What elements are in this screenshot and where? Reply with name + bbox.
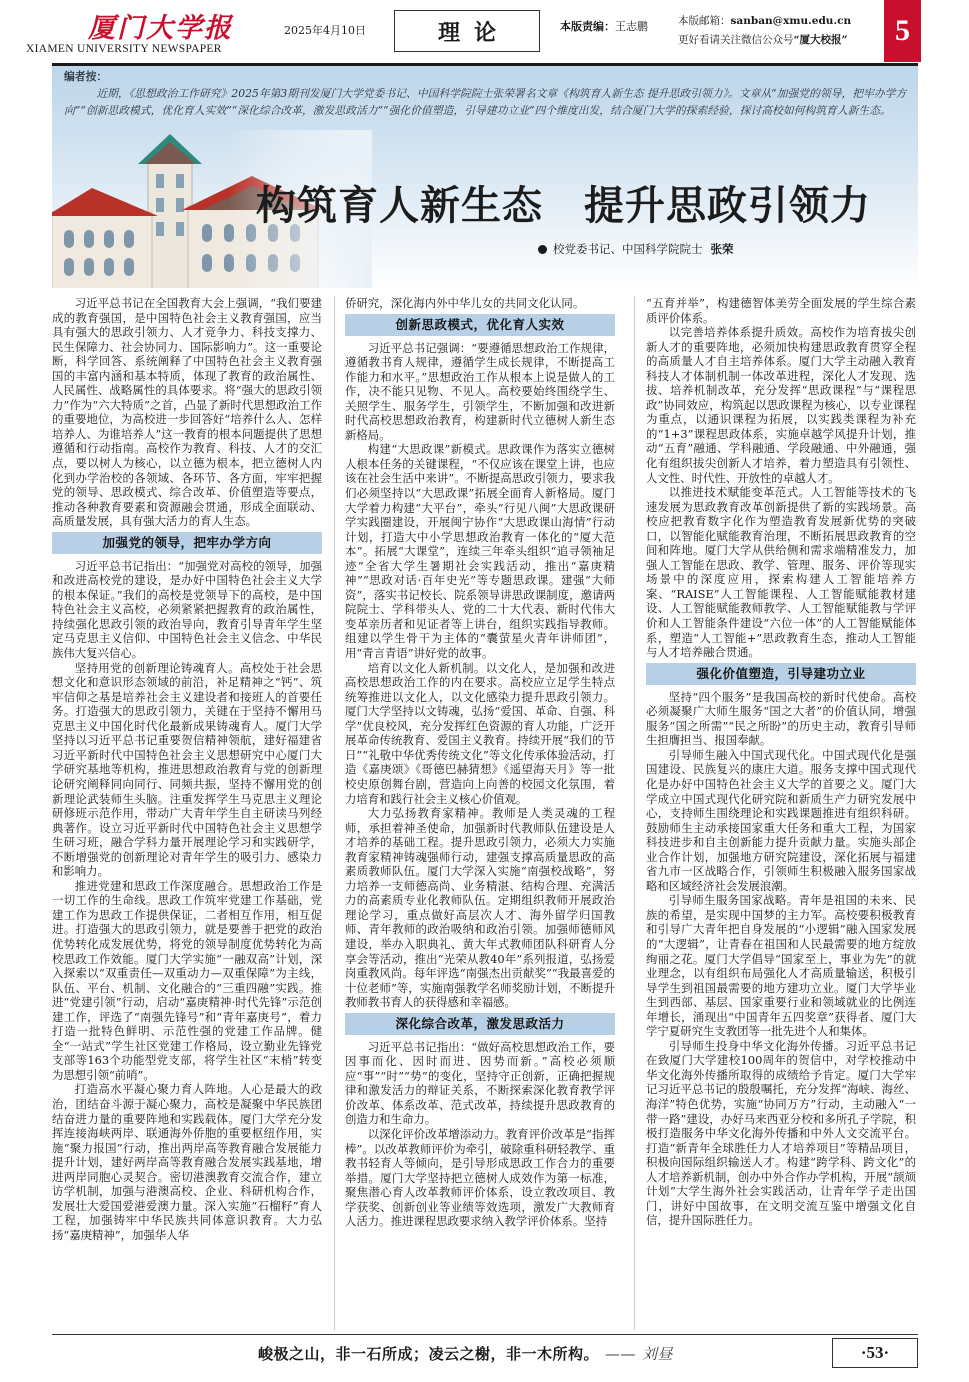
paragraph: 培育以文化人新机制。以文化人，是加强和改进高校思想政治工作的内在要求。高校应立足学生特点统筹推进以文化人，以文化感染力提升思政引领力。厦门大学坚持以文铸魂，弘扬“爱国、革命、自强、科学”优良校风，充分发挥红色资源的育人功能，广泛开展革命传统教育、爱国主义教育。持续开展“我们的节日”“礼敬中华优秀传统文化”等文化传承体验活动，打造《嘉庚颂》《哥德巴赫猜想》《遥望海天月》等一批校史原创舞台剧，营造向上向善的校园文化氛围，着力培育和践行社会主义核心价值观。 [345,660,615,806]
quote-text: 峻极之山，非一石所成；凌云之榭，非一木所构。 [258,1345,600,1363]
contact-info [678,12,851,50]
bullet-dot-icon [538,245,547,254]
paragraph: 打造高水平凝心聚力育人阵地。人心是最大的政治，团结奋斗源于凝心聚力，高校是凝聚中华民族团结奋进力量的重要阵地和实践载体。厦门大学充分发挥连接海峡两岸、联通海外侨胞的重要枢纽作用，实施“聚力报国”行动，推出两岸高等教育融合发展能力提升计划，建好两岸高等教育融合发展实践基地，增进两岸同胞心灵契合。密切港澳教育交流合作，建立访学机制，加强与港澳高校、企业、科研机构合作，发展壮大爱国爱港爱澳力量。深入实施“石榴籽”育人工程，加强铸牢中华民族共同体意识教育。大力弘扬“嘉庚精神”，加强华人华 [52,1082,322,1242]
byline-author: 张荣 [710,242,734,256]
email-line [678,12,851,31]
editor-note-label: 编者按： [64,70,108,83]
wechat-name: “厦大校报” [793,34,848,46]
editor-note [64,68,910,120]
paragraph: 习近平总书记指出：“做好高校思想政治工作，要因事而化、因时而进、因势而新。”高校必须顺应“事”“时”“势”的变化，坚持守正创新，正确把握规律和激发活力的辩证关系，不断探索深化教育教学评价改革、体系改革、范式改革，持续提升思政教育的创造力和生命力。 [345,1039,615,1127]
section-heading: 加强党的领导，把牢办学方向 [52,532,322,554]
email-address: sanban@xmu.edu.cn [730,15,852,27]
masthead [0,0,969,62]
paragraph: 引导师生投身中华文化海外传播。习近平总书记在致厦门大学建校100周年的贺信中，对学校推动中华文化海外传播所取得的成绩给予肯定。厦门大学牢记习近平总书记的殷殷嘱托，充分发挥“海峡、海丝、海洋”特色优势，实施“协同万方”行动，主动融入“一带一路”建设，办好马来西亚分校和多所孔子学院，积极打造服务中华文化海外传播和中外人文交流平台。打造“新青年全球胜任力人才培养项目”等精品项目，积极向国际组织输送人才。构建“跨学科、跨文化”的人才培养新机制，创办中外合作办学机构，开展“颉颃计划”大学生海外社会实践活动，让青年学子走出国门，讲好中国故事，在文明交流互鉴中增强文化自信，提升国际胜任力。 [646,1038,916,1228]
issue-serial-number: ·53· [832,1338,918,1368]
paragraph: 构建“大思政课”新模式。思政课作为落实立德树人根本任务的关键课程，“不仅应该在课堂上讲，也应该在社会生活中来讲”。不断提高思政引领力，要求我们必须坚持以“大思政课”拓展全面育人新格局。厦门大学着力构建“大平台”，牵头“行见八闽”大思政课研学实践圈建设，开展闽宁协作“大思政课山海情”行动计划，打造大中小学思想政治教育一体化的“厦大范本”。拓展“大课堂”，连续三年牵头组织“追寻领袖足迹”全省大学生暑期社会实践活动，推出“嘉庚精神”“思政对话·百年史光”等专题思政课。建强“大师资”，落实书记校长、院系领导讲思政课制度，邀请两院院士、学科带头人、党的二十大代表、新时代伟大变革亲历者和见证者等上讲台，组织实践指导教师。组建以学生骨干为主体的“囊萤星火青年讲师团”，用“青言青语”讲好党的故事。 [345,442,615,661]
wechat-text: 更好看请关注微信公众号 [678,34,794,46]
wechat-line [678,31,851,50]
paragraph: 大力弘扬教育家精神。教师是人类灵魂的工程师，承担着神圣使命，加强新时代教师队伍建设是人才培养的基础工程。提升思政引领力，必须大力实施教育家精神铸魂强师行动，建强支撑高质量思政的高素质教师队伍。厦门大学深入实施“南强校战略”，努力培养一支师德高尚、业务精湛、结构合理、充满活力的高素质专业化教师队伍。定期组织教师开展政治理论学习，重点做好高层次人才、海外留学归国教师、青年教师的政治吸纳和政治引领。加强师德师风建设，举办入职典礼、黄大年式教师团队科研育人分享会等活动，推出“光荣从教40年”系列报道，弘扬爱岗重教风尚。每年评选“南强杰出贡献奖”“我最喜爱的十位老师”等，实施南强教学名师奖励计划，不断提升教师教书育人的获得感和幸福感。 [345,806,615,1010]
footer-divider [52,1334,918,1335]
section-heading: 深化综合改革，激发思政活力 [345,1013,615,1035]
editor-note-body: 近期，《思想政治工作研究》2025年第3期刊发厦门大学党委书记、中国科学院院士张荣署名文章《构筑育人新生态 提升思政引领力》。文章从“加强党的领导，把牢办学方向”“创新思政模式，优化育人实效”“深化综合改革，激发思政活力”“强化价值塑造，引导建功立业”四个维度出发，结合厦门大学的探索经验，探讨高校如何构筑育人新生态。 [64,87,907,118]
issue-date: 2025年4月10日 [284,24,366,37]
quote-author: 刘昼 [642,1345,674,1363]
paragraph-continued: “五育并举”，构建德智体美劳全面发展的学生综合素质评价体系。 [646,296,916,325]
article-byline [538,241,734,257]
paragraph: 习近平总书记指出：“加强党对高校的领导，加强和改进高校党的建设，是办好中国特色社会主义大学的根本保证。”我们的高校是党领导下的高校，是中国特色社会主义高校，必须紧紧把握教育的政治属性，持续强化思政引领的政治导向，教育引导青年学生坚定马克思主义信仰、中国特色社会主义信念、中华民族伟大复兴信心。 [52,558,322,661]
paragraph: 以推进技术赋能变革范式。人工智能等技术的飞速发展为思政教育改革创新提供了新的实践场景。高校应把教育数字化作为塑造教育发展新优势的突破口，以智能化赋能教育治理，不断拓展思政教育的空间和阵地。厦门大学从供给侧和需求端精准发力，加强人工智能在思政、教学、管理、服务、评价等现实场景中的深度应用，探索构建人工智能培养方案、“RAISE”人工智能课程、人工智能赋能教材建设、人工智能赋能教师教学、人工智能赋能教与学评价和人工智能条件建设“六位一体”的人工智能赋能体系，塑造“人工智能+”思政教育生态，推动人工智能与人才培养融合贯通。 [646,485,916,660]
paragraph-continued: 侨研究，深化海内外中华儿女的共同文化认同。 [345,296,585,310]
paragraph: 以完善培养体系提升质效。高校作为培育拔尖创新人才的重要阵地，必须加快构建思政教育贯穿全程的高质量人才自主培养体系。厦门大学主动融入教育科技人才体制机制一体改革进程，深化人才发现、选拔、培养机制改革，充分发挥“思政课程”与“课程思政”协同效应，构筑起以思政课程为核心，以专业课程为重点，以通识课程为拓展，以实践类课程为补充的“1+3”课程思政体系，实施卓越学风提升计划，推动“五育”融通、学科融通、学段融通、中外融通，强化有组织拔尖创新人才培养，着力塑造具有引领性、人文性、时代性、开放性的卓越人才。 [646,325,916,485]
column-divider [634,296,635,1330]
editor-label: 本版责编： [560,20,615,33]
article-column-1 [52,296,322,1242]
newspaper-logo: 厦门大学报 [88,13,233,44]
paragraph: 习近平总书记在全国教育大会上强调，“我们要建成的教育强国，是中国特色社会主义教育强国，应当具有强大的思政引领力、人才竞争力、科技支撑力、民生保障力、社会协同力、国际影响力”。这一重要论断，科学回答、系统阐释了中国特色社会主义教育强国的丰富内涵和基本特质，体现了教育的政治属性、人民属性、战略属性的具体要求。将“强大的思政引领力”作为“六大特质”之首，凸显了新时代思想政治工作的重要地位，为高校进一步回答好“培养什么人、怎样培养人、为谁培养人”这一教育的根本问题提供了思想遵循和行动指南。高校作为教育、科技、人才的交汇点，要以树人为核心，以立德为根本，把立德树人内化到办学治校的各领域、各环节、各方面，牢牢把握党的领导、思政模式、综合改革、价值塑造等要点，推动各种教育要素和资源融会贯通，形成全面联动、高质量发展，具有强大活力的育人生态。 [52,296,322,529]
quote-dash: —— [605,1345,637,1363]
column-divider [334,296,335,1330]
footer-quote [258,1343,673,1364]
article-column-3 [646,296,916,1228]
email-label: 本版邮箱： [678,15,731,27]
section-title: 理论 [394,10,540,52]
section-heading: 创新思政模式，优化育人实效 [345,314,615,336]
paragraph: 坚持“四个服务”是我国高校的新时代使命。高校必须凝聚广大师生服务“国之大者”的价值认同，增强服务“国之所需”“民之所盼”的历史主动，教育引导师生担膺担当、报国奉献。 [646,689,916,748]
paragraph: 推进党建和思政工作深度融合。思想政治工作是一切工作的生命线。思政工作筑牢党建工作基础，党建工作为思政工作提供保证，二者相互作用，相互促进。打造强大的思政引领力，就是要善于把党的政治优势转化成发展优势，将党的领导制度优势转化为高校思政工作效能。厦门大学实施“一融双高”计划，深入探索以“双重责任—双重动力—双重保障”为主线，队伍、平台、机制、文化融合的“三重四融”实践。推进“党建引领”行动，启动“嘉庚精神·时代先锋”示范创建工作，评选了“南强先锋号”和“青年嘉庚号”，着力打造一批特色鲜明、示范性强的党建工作品牌。健全“一站式”学生社区党建工作格局，设立勤业先锋党支部等163个功能型党支部，将学生社区“末梢”转变为思想引领“前哨”。 [52,878,322,1082]
paragraph: 坚持用党的创新理论铸魂育人。高校处于社会思想文化和意识形态领域的前沿，补足精神之“钙”、筑牢信仰之基是培养社会主义建设者和接班人的首要任务。打造强大的思政引领力，关键在于坚持不懈用马克思主义中国化时代化最新成果铸魂育人。厦门大学坚持以习近平总书记重要贺信精神领航，建好福建省习近平新时代中国特色社会主义思想研究中心厦门大学研究基地等机构，推进思想政治教育与党的创新理论研究阐释同向同行、同频共振，坚持不懈用党的创新理论武装师生头脑。注重发挥学生马克思主义理论研修班示范作用，带动广大青年学生自主研读马列经典著作。设立习近平新时代中国特色社会主义思想学生研习班，融合学科力量开展理论学习和实践研学，不断增强党的创新理论对青年学生的吸引力、感染力和影响力。 [52,660,322,879]
section-heading: 强化价值塑造，引导建功立业 [646,663,916,685]
article-column-2 [345,296,615,1229]
newspaper-name-en: XIAMEN UNIVERSITY NEWSPAPER [26,43,222,55]
editor-name: 王志鹏 [615,20,648,33]
article-headline: 构筑育人新生态 提升思政引领力 [256,182,871,229]
headline-banner [52,66,918,288]
paragraph: 以深化评价改革增添动力。教育评价改革是“指挥棒”。以改革教师评价为牵引，破除重科研轻教学、重教书轻育人等倾向，是引导形成思政工作合力的重要举措。厦门大学坚持把立德树人成效作为第一标准，聚焦潜心育人改革教师评价体系，设立教改项目、教学获奖、创新创业等业绩等效选项，激发广大教师育人活力。推进课程思政要求纳入教学评价体系。坚持 [345,1126,615,1229]
paragraph: 习近平总书记强调：“要遵循思想政治工作规律，遵循教书育人规律，遵循学生成长规律，不断提高工作能力和水平。”思想政治工作从根本上说是做人的工作，决不能只见物、不见人。高校要始终围绕学生、关照学生、服务学生，引领学生，不断加强和改进新时代高校思想政治教育，构建新时代立德树人新生态新格局。 [345,340,615,442]
page-editor [560,18,648,34]
paragraph: 引导师生服务国家战略。青年是祖国的未来、民族的希望，是实现中国梦的主力军。高校要积极教育和引导广大青年把自身发展的“小逻辑”融入国家发展的“大逻辑”，让青春在祖国和人民最需要的地方绽放绚丽之花。厦门大学倡导“国家至上，事业为先”的就业理念，以有组织布局强化人才高质量输送，积极引导学生到祖国最需要的地方建功立业。厦门大学毕业生到西部、基层、国家重要行业和领域就业的比例连年增长，涌现出“中国青年五四奖章”获得者、厦门大学宁夏研究生支教团等一批先进个人和集体。 [646,893,916,1039]
page-number: 5 [884,0,921,62]
byline-role: 校党委书记、中国科学院院士 [553,242,703,256]
paragraph: 引导师生融入中国式现代化。中国式现代化是强国建设、民族复兴的康庄大道。服务支撑中国式现代化是办好中国特色社会主义大学的首要之义。厦门大学成立中国式现代化研究院和新质生产力研究发展中心，支持师生围绕理论和实践课题推进有组织科研。鼓励师生主动承接国家重大任务和重大工程，为国家科技进步和自主创新能力提升贡献力量。实施头部企业合作计划，加强地方研究院建设，深化拓展与福建省九市一区战略合作，引领师生积极融入服务国家战略和区域经济社会发展浪潮。 [646,747,916,893]
